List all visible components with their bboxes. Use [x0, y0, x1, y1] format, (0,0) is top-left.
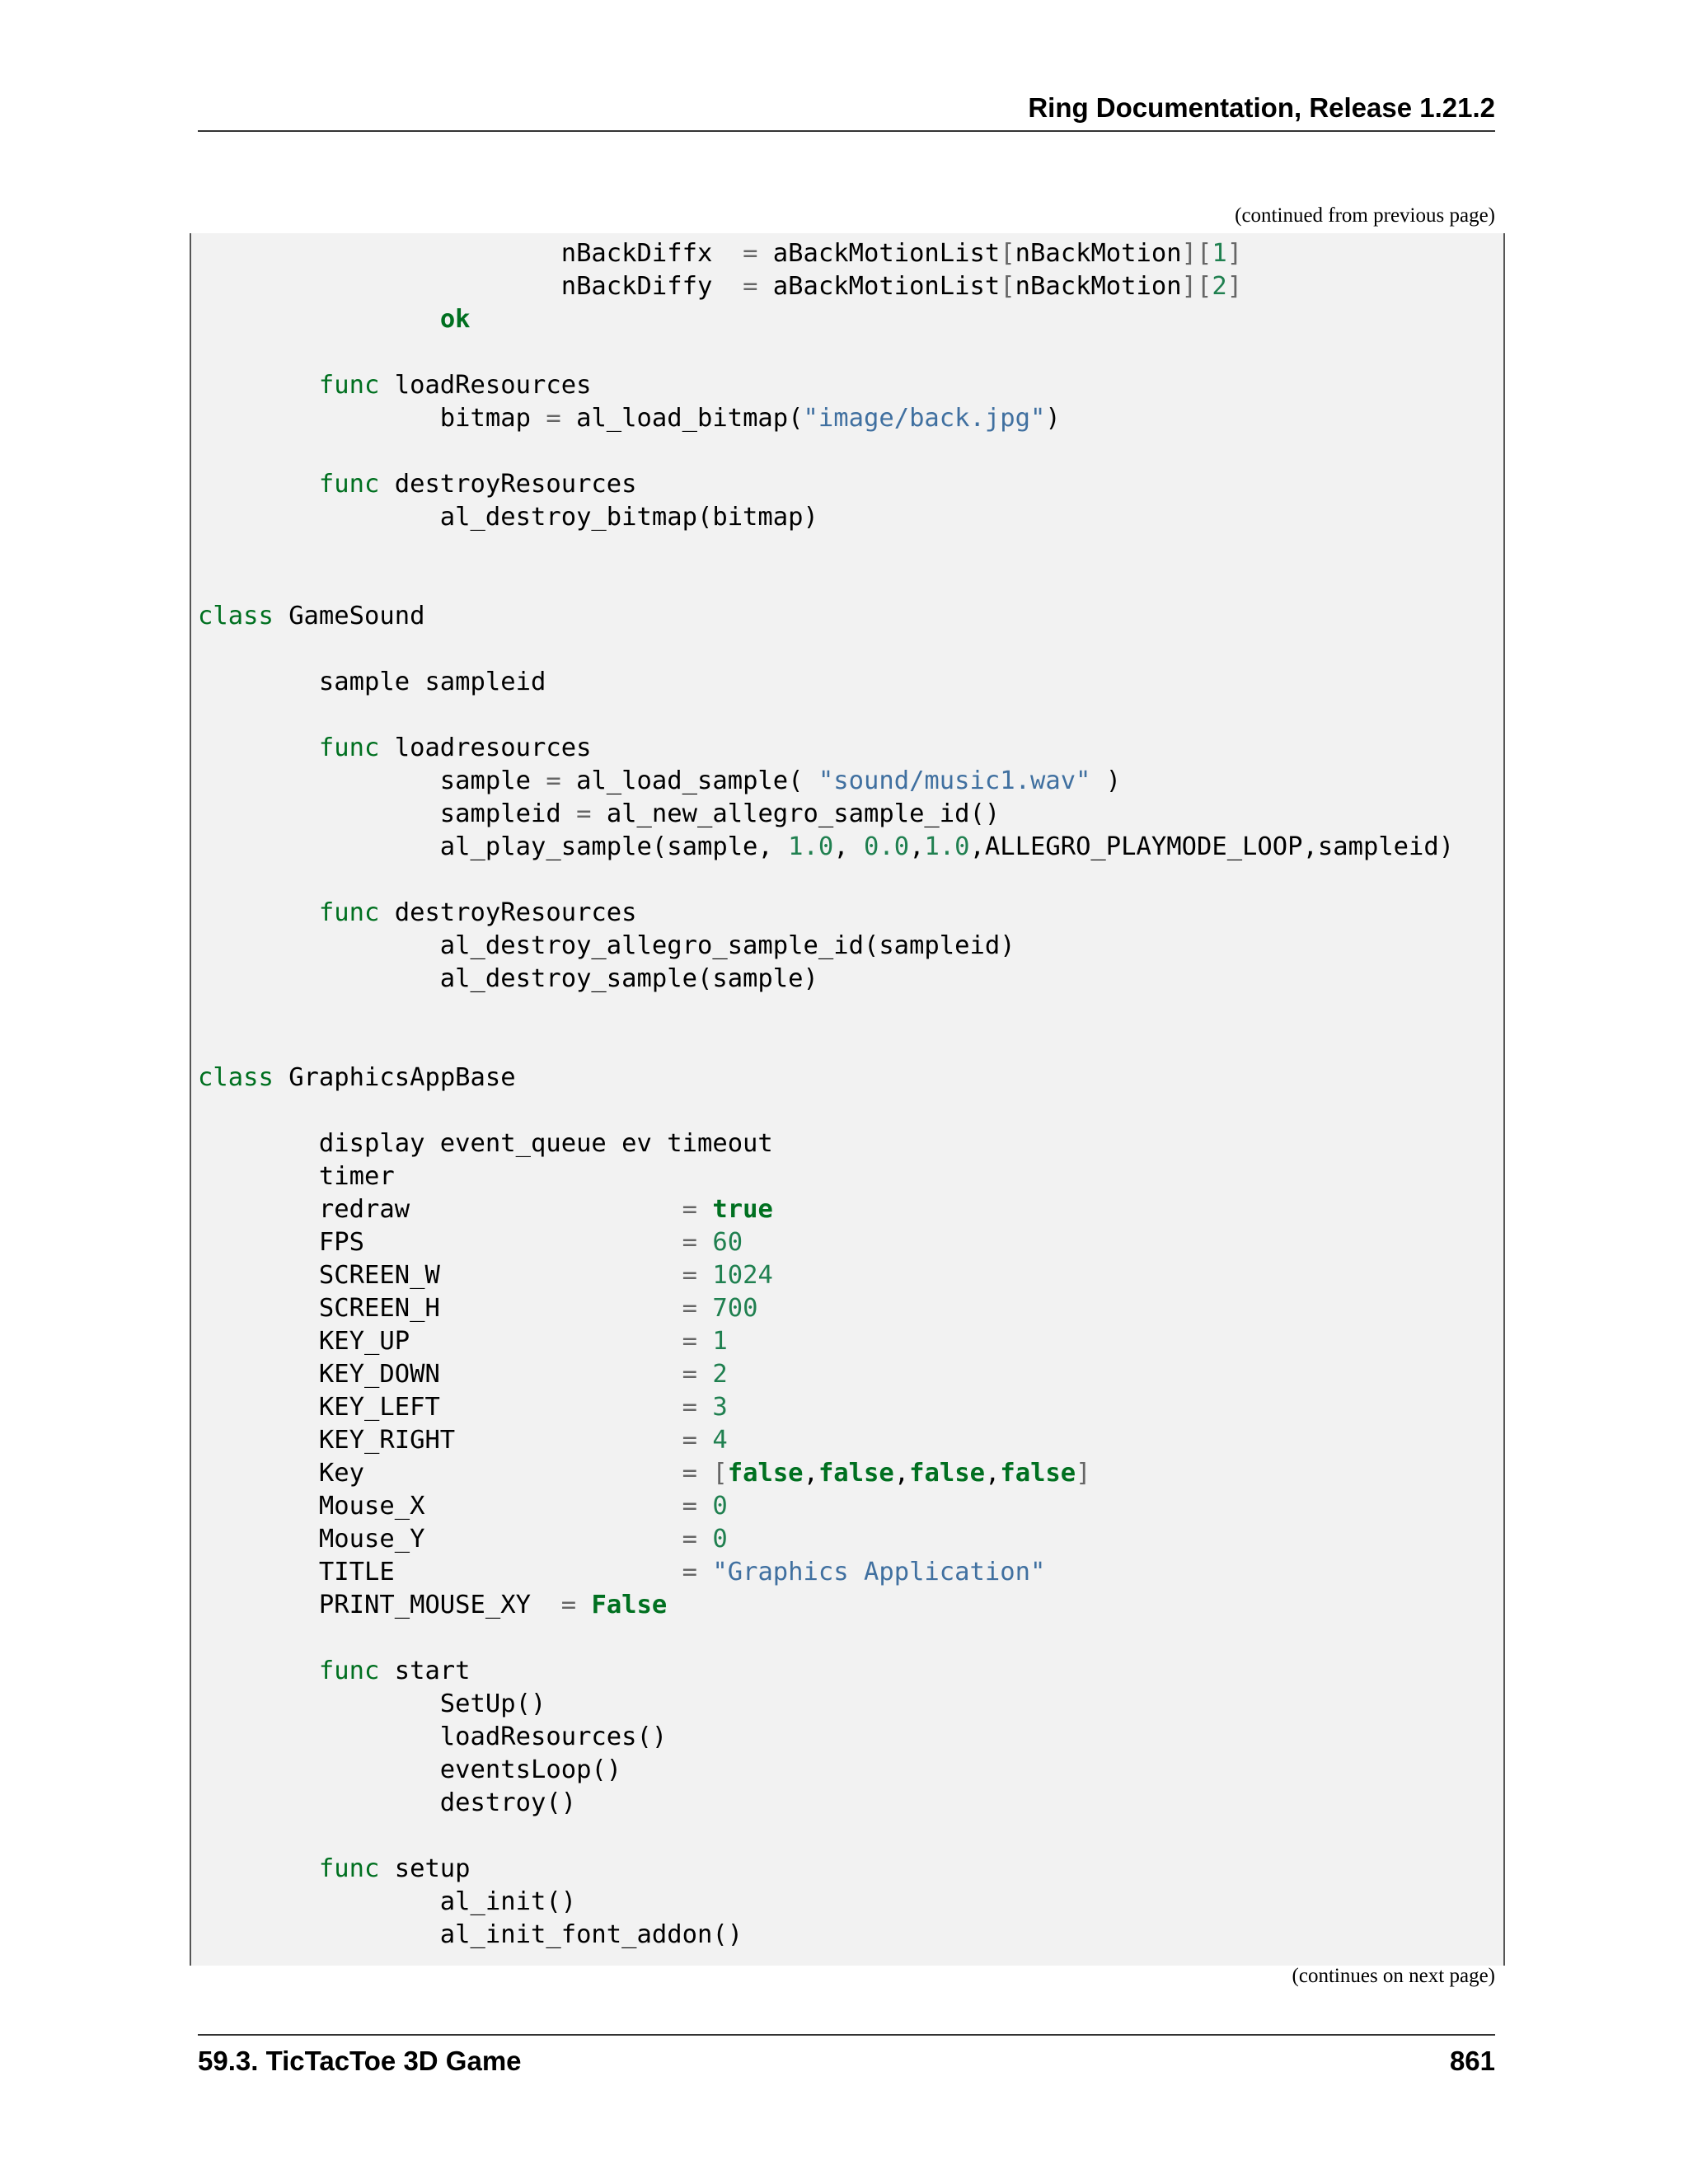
continues-on-note: (continues on next page)	[1292, 1965, 1495, 1987]
code-line	[198, 963, 1454, 996]
code-token: al_play_sample(sample,	[198, 832, 789, 861]
code-line	[198, 1886, 1454, 1919]
code-line	[198, 1820, 1454, 1853]
code-token: loadresources	[379, 733, 592, 762]
code-line	[198, 270, 1454, 303]
code-token: 0.0	[863, 832, 910, 861]
code-line	[198, 501, 1454, 534]
code-token: =	[682, 1492, 697, 1521]
code-token: false	[727, 1459, 804, 1488]
code-token	[198, 898, 319, 927]
code-line	[198, 1655, 1454, 1688]
code-token: func	[318, 1657, 380, 1685]
code-token: nBackDiffy	[198, 272, 743, 301]
code-token: "sound/music1.wav"	[818, 766, 1091, 795]
code-line	[198, 732, 1454, 765]
code-token	[198, 470, 319, 499]
code-line	[198, 1160, 1454, 1193]
code-token: =	[560, 1591, 577, 1619]
code-line	[198, 336, 1454, 369]
code-token: 0	[712, 1492, 728, 1521]
code-line	[198, 600, 1454, 633]
code-token: 1	[1212, 239, 1227, 268]
code-line	[198, 666, 1454, 699]
code-line	[198, 402, 1454, 435]
code-token: ,	[893, 1459, 910, 1488]
header-divider	[198, 130, 1495, 132]
code-token: func	[318, 733, 380, 762]
code-line	[198, 798, 1454, 831]
code-token: =	[743, 239, 758, 268]
code-token: GameSound	[273, 602, 425, 630]
code-token: loadResources	[379, 371, 592, 400]
code-token: ,	[833, 832, 864, 861]
code-line	[198, 1127, 1454, 1160]
code-token: sample	[198, 766, 546, 795]
code-token	[697, 1228, 712, 1257]
code-line	[198, 699, 1454, 732]
code-line	[198, 237, 1454, 270]
code-token	[697, 1525, 712, 1554]
code-token: eventsLoop()	[198, 1755, 622, 1784]
code-line	[198, 1193, 1454, 1226]
footer-section-title: 59.3. TicTacToe 3D Game	[198, 2046, 522, 2076]
code-token: "image/back.jpg"	[803, 404, 1046, 433]
code-token: FPS	[198, 1228, 682, 1257]
code-line	[198, 369, 1454, 402]
code-token: bitmap	[198, 404, 546, 433]
code-line	[198, 1029, 1454, 1062]
code-token: start	[379, 1657, 471, 1685]
code-line	[198, 1688, 1454, 1721]
code-token: =	[682, 1393, 697, 1422]
code-line	[198, 1622, 1454, 1655]
code-token: )	[1090, 766, 1122, 795]
code-token: GraphicsAppBase	[273, 1063, 516, 1092]
code-token: nBackDiffx	[198, 239, 743, 268]
code-token	[697, 1195, 712, 1224]
code-line	[198, 534, 1454, 567]
code-line	[198, 633, 1454, 666]
code-line	[198, 1589, 1454, 1622]
code-token: func	[318, 470, 380, 499]
code-token: SCREEN_W	[198, 1261, 682, 1290]
code-token: aBackMotionList	[757, 239, 1001, 268]
code-token: ,	[803, 1459, 818, 1488]
code-token: func	[318, 898, 380, 927]
code-line	[198, 1457, 1454, 1490]
code-token	[697, 1261, 712, 1290]
code-token: ]	[1076, 1459, 1091, 1488]
code-token: al_load_bitmap(	[560, 404, 804, 433]
code-line	[198, 1523, 1454, 1556]
code-line	[198, 303, 1454, 336]
code-token: 1024	[712, 1261, 773, 1290]
code-token: true	[712, 1195, 773, 1224]
code-token: ]	[1226, 239, 1243, 268]
code-token: func	[318, 371, 380, 400]
code-line	[198, 1292, 1454, 1325]
code-token: al_init()	[198, 1887, 577, 1916]
code-token: 4	[712, 1426, 728, 1455]
code-token: sample sampleid	[198, 668, 546, 696]
code-token	[697, 1360, 712, 1389]
code-token: =	[743, 272, 758, 301]
code-token: =	[682, 1195, 697, 1224]
code-token: KEY_LEFT	[198, 1393, 682, 1422]
code-token: timer	[198, 1162, 395, 1191]
code-token: =	[546, 404, 561, 433]
code-token: aBackMotionList	[757, 272, 1001, 301]
code-token: ,	[909, 832, 925, 861]
code-line	[198, 1787, 1454, 1820]
code-token: 60	[712, 1228, 743, 1257]
code-line	[198, 1490, 1454, 1523]
code-token: func	[318, 1854, 380, 1883]
code-line	[198, 1424, 1454, 1457]
code-token: =	[546, 766, 561, 795]
page-header-title: Ring Documentation, Release 1.21.2	[1028, 92, 1495, 123]
code-token	[697, 1459, 712, 1488]
code-token: =	[682, 1360, 697, 1389]
code-token: destroyResources	[379, 470, 637, 499]
code-line	[198, 1325, 1454, 1358]
code-token: ok	[439, 305, 471, 334]
code-line	[198, 1358, 1454, 1391]
code-token: ][	[1181, 272, 1212, 301]
code-line	[198, 996, 1454, 1029]
code-line	[198, 468, 1454, 501]
code-line	[198, 1853, 1454, 1886]
code-token: =	[682, 1261, 697, 1290]
code-token: =	[576, 799, 592, 828]
code-token: al_destroy_sample(sample)	[198, 964, 818, 993]
page-number: 861	[1449, 2046, 1495, 2076]
code-token: SCREEN_H	[198, 1294, 682, 1323]
code-token: False	[591, 1591, 668, 1619]
code-token: Mouse_X	[198, 1492, 682, 1521]
code-token: ,ALLEGRO_PLAYMODE_LOOP,sampleid)	[969, 832, 1455, 861]
code-line	[198, 435, 1454, 468]
code-token: 3	[712, 1393, 728, 1422]
code-token: [	[712, 1459, 728, 1488]
code-token: =	[682, 1294, 697, 1323]
code-line	[198, 1556, 1454, 1589]
code-token	[697, 1426, 712, 1455]
code-line	[198, 765, 1454, 798]
code-token: SetUp()	[198, 1690, 546, 1718]
code-token: ][	[1181, 239, 1212, 268]
code-token: =	[682, 1228, 697, 1257]
code-token	[198, 1657, 319, 1685]
code-token	[198, 1854, 319, 1883]
code-token: al_new_allegro_sample_id()	[591, 799, 1001, 828]
code-token: =	[682, 1558, 697, 1586]
code-token	[198, 305, 440, 334]
code-token: destroyResources	[379, 898, 637, 927]
code-line	[198, 1259, 1454, 1292]
code-token	[697, 1558, 712, 1586]
code-token: nBackMotion	[1015, 239, 1182, 268]
code-token: 1	[712, 1327, 728, 1356]
code-token	[697, 1492, 712, 1521]
code-token: 1.0	[924, 832, 970, 861]
code-token: ]	[1226, 272, 1243, 301]
code-token	[697, 1393, 712, 1422]
code-token: "Graphics Application"	[712, 1558, 1046, 1586]
code-line	[198, 864, 1454, 897]
code-listing	[198, 237, 1454, 1952]
code-token: false	[1000, 1459, 1076, 1488]
code-line	[198, 567, 1454, 600]
code-token	[576, 1591, 591, 1619]
code-token: )	[1045, 404, 1061, 433]
code-token: [	[1000, 239, 1015, 268]
code-token: Mouse_Y	[198, 1525, 682, 1554]
code-line	[198, 1391, 1454, 1424]
code-token: KEY_UP	[198, 1327, 682, 1356]
code-token: PRINT_MOUSE_XY	[198, 1591, 561, 1619]
code-token: display event_queue ev timeout	[198, 1129, 773, 1158]
code-token: 2	[712, 1360, 728, 1389]
code-token	[697, 1294, 712, 1323]
code-token: 1.0	[788, 832, 834, 861]
code-token: 2	[1212, 272, 1227, 301]
code-line	[198, 1754, 1454, 1787]
code-token: [	[1000, 272, 1015, 301]
code-line	[198, 1226, 1454, 1259]
code-token: 0	[712, 1525, 728, 1554]
code-token: KEY_RIGHT	[198, 1426, 682, 1455]
code-line	[198, 831, 1454, 864]
code-line	[198, 1062, 1454, 1094]
code-line	[198, 930, 1454, 963]
code-token: KEY_DOWN	[198, 1360, 682, 1389]
code-line	[198, 897, 1454, 930]
code-token: class	[198, 1063, 274, 1092]
code-token: false	[818, 1459, 894, 1488]
code-token: Key	[198, 1459, 682, 1488]
code-token: setup	[379, 1854, 471, 1883]
footer-divider	[198, 2034, 1495, 2036]
code-token: nBackMotion	[1015, 272, 1182, 301]
code-token: =	[682, 1459, 697, 1488]
code-token: al_destroy_allegro_sample_id(sampleid)	[198, 931, 1015, 960]
code-token: false	[909, 1459, 985, 1488]
code-token: redraw	[198, 1195, 682, 1224]
code-line	[198, 1721, 1454, 1754]
code-line	[198, 1919, 1454, 1952]
code-token	[198, 371, 319, 400]
code-token: destroy()	[198, 1788, 577, 1817]
continued-from-note: (continued from previous page)	[1235, 204, 1495, 227]
code-token: ,	[984, 1459, 1001, 1488]
code-token	[198, 733, 319, 762]
code-token: sampleid	[198, 799, 577, 828]
code-token: al_init_font_addon()	[198, 1920, 743, 1949]
code-token	[697, 1327, 712, 1356]
code-token: =	[682, 1525, 697, 1554]
code-token: class	[198, 602, 274, 630]
code-token: al_destroy_bitmap(bitmap)	[198, 503, 818, 532]
code-token: 700	[712, 1294, 758, 1323]
code-token: TITLE	[198, 1558, 682, 1586]
code-line	[198, 1094, 1454, 1127]
code-token: al_load_sample(	[560, 766, 818, 795]
code-token: loadResources()	[198, 1722, 668, 1751]
code-token: =	[682, 1426, 697, 1455]
code-token: =	[682, 1327, 697, 1356]
